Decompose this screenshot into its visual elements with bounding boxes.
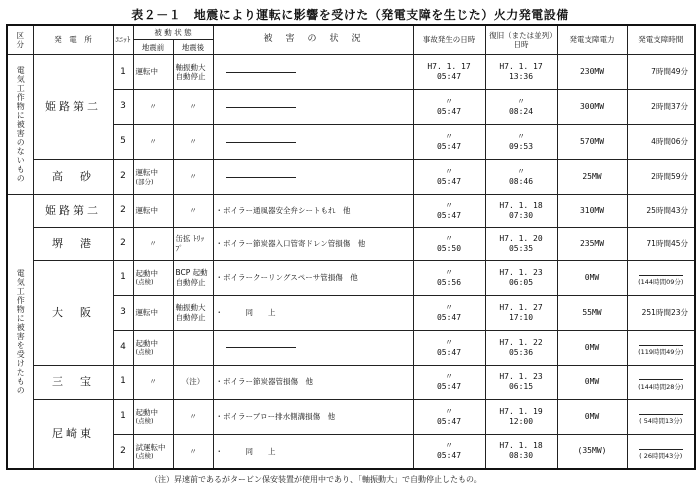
duration-value: (119時間49分) bbox=[627, 330, 695, 365]
duration-value: 251時間23分 bbox=[627, 295, 695, 330]
status-after: 軸振動大 自動停止 bbox=[173, 55, 213, 90]
page-title: 表２－１ 地震により運転に影響を受けた（発電支障を生じた）火力発電設備 bbox=[131, 8, 569, 22]
status-before: 試運転中 (点検) bbox=[133, 434, 173, 469]
header-plant: 発 電 所 bbox=[33, 25, 113, 55]
status-before: 起動中 (点検) bbox=[133, 399, 173, 434]
duration-value: 4時間06分 bbox=[627, 125, 695, 160]
plant-name: 堺 港 bbox=[33, 227, 113, 260]
restore-time: H7. 1. 23 06:05 bbox=[485, 260, 557, 295]
header-occurrence: 事故発生の日時 bbox=[413, 25, 485, 55]
occurrence-time: 〃 05:47 bbox=[413, 160, 485, 195]
status-after: 〃 bbox=[173, 195, 213, 228]
damage-desc bbox=[213, 330, 413, 365]
capacity-value: 235MW bbox=[557, 227, 627, 260]
damage-desc bbox=[213, 160, 413, 195]
status-after: BCP 起動 自動停止 bbox=[173, 260, 213, 295]
unit-number: 4 bbox=[113, 330, 133, 365]
unit-number: 1 bbox=[113, 399, 133, 434]
damage-desc bbox=[213, 125, 413, 160]
unit-number: 1 bbox=[113, 55, 133, 90]
occurrence-time: 〃 05:47 bbox=[413, 399, 485, 434]
occurrence-time: 〃 05:47 bbox=[413, 330, 485, 365]
damage-desc bbox=[213, 90, 413, 125]
plant-name: 三 宝 bbox=[33, 365, 113, 399]
occurrence-time: 〃 05:47 bbox=[413, 365, 485, 399]
status-after: 〃 bbox=[173, 90, 213, 125]
header-after: 地震後 bbox=[173, 40, 213, 55]
unit-number: 2 bbox=[113, 434, 133, 469]
capacity-value: 310MW bbox=[557, 195, 627, 228]
occurrence-time: 〃 05:56 bbox=[413, 260, 485, 295]
header-unit: ﾕﾆｯﾄ bbox=[113, 25, 133, 55]
duration-value: ( 26時間43分) bbox=[627, 434, 695, 469]
header-restore: 復旧（または並列）日時 bbox=[485, 25, 557, 55]
status-after bbox=[173, 330, 213, 365]
damage-desc: ・ 同 上 bbox=[213, 434, 413, 469]
restore-time: H7. 1. 18 07:30 bbox=[485, 195, 557, 228]
damage-desc: ・ボイラー節炭器入口管寄ドレン管損傷 他 bbox=[213, 227, 413, 260]
unit-number: 2 bbox=[113, 227, 133, 260]
header-duration: 発電支障時間 bbox=[627, 25, 695, 55]
unit-number: 3 bbox=[113, 295, 133, 330]
status-before: 運転中 bbox=[133, 55, 173, 90]
damage-desc: ・ 同 上 bbox=[213, 295, 413, 330]
occurrence-time: 〃 05:47 bbox=[413, 125, 485, 160]
duration-value: 7時間49分 bbox=[627, 55, 695, 90]
unit-number: 2 bbox=[113, 195, 133, 228]
duration-value: (144時間28分) bbox=[627, 365, 695, 399]
capacity-value: 55MW bbox=[557, 295, 627, 330]
capacity-value: 25MW bbox=[557, 160, 627, 195]
group-label-damaged: 電気工作物に被害を受けたもの bbox=[7, 195, 33, 469]
capacity-value: 570MW bbox=[557, 125, 627, 160]
damage-desc: ・ボイラークーリングスペーサ管損傷 他 bbox=[213, 260, 413, 295]
duration-value: 71時間45分 bbox=[627, 227, 695, 260]
status-before: 運転中 bbox=[133, 295, 173, 330]
capacity-value: 0MW bbox=[557, 399, 627, 434]
restore-time: H7. 1. 20 05:35 bbox=[485, 227, 557, 260]
duration-value: ( 54時間13分) bbox=[627, 399, 695, 434]
status-after: 〃 bbox=[173, 125, 213, 160]
restore-time: H7. 1. 23 06:15 bbox=[485, 365, 557, 399]
status-before: 起動中 (点検) bbox=[133, 260, 173, 295]
capacity-value: 0MW bbox=[557, 260, 627, 295]
status-before: 〃 bbox=[133, 90, 173, 125]
header-status: 被 動 状 態 bbox=[133, 25, 213, 40]
damage-desc bbox=[213, 55, 413, 90]
restore-time: H7. 1. 19 12:00 bbox=[485, 399, 557, 434]
status-before: 〃 bbox=[133, 365, 173, 399]
occurrence-time: H7. 1. 17 05:47 bbox=[413, 55, 485, 90]
restore-time: H7. 1. 27 17:10 bbox=[485, 295, 557, 330]
header-before: 地震前 bbox=[133, 40, 173, 55]
occurrence-time: 〃 05:47 bbox=[413, 434, 485, 469]
duration-value: (144時間09分) bbox=[627, 260, 695, 295]
status-after: 〃 bbox=[173, 399, 213, 434]
damage-desc: ・ボイラー通風器安全弁シートもれ 他 bbox=[213, 195, 413, 228]
capacity-value: 0MW bbox=[557, 365, 627, 399]
thermal-plant-table bbox=[6, 24, 696, 470]
status-before: 運転中 (部分) bbox=[133, 160, 173, 195]
duration-value: 25時間43分 bbox=[627, 195, 695, 228]
occurrence-time: 〃 05:47 bbox=[413, 195, 485, 228]
unit-number: 5 bbox=[113, 125, 133, 160]
plant-name: 尼崎東 bbox=[33, 399, 113, 469]
restore-time: 〃 09:53 bbox=[485, 125, 557, 160]
capacity-value: 300MW bbox=[557, 90, 627, 125]
status-after: 〃 bbox=[173, 160, 213, 195]
unit-number: 3 bbox=[113, 90, 133, 125]
occurrence-time: 〃 05:50 bbox=[413, 227, 485, 260]
status-after: 軸振動大 自動停止 bbox=[173, 295, 213, 330]
capacity-value: 230MW bbox=[557, 55, 627, 90]
header-capacity: 発電支障電力 bbox=[557, 25, 627, 55]
plant-name: 姫路第二 bbox=[33, 195, 113, 228]
occurrence-time: 〃 05:47 bbox=[413, 90, 485, 125]
plant-name: 大 阪 bbox=[33, 260, 113, 365]
restore-time: H7. 1. 18 08:30 bbox=[485, 434, 557, 469]
status-after: 〃 bbox=[173, 434, 213, 469]
restore-time: H7. 1. 22 05:36 bbox=[485, 330, 557, 365]
restore-time: H7. 1. 17 13:36 bbox=[485, 55, 557, 90]
group-label-no-damage: 電気工作物に被害のないもの bbox=[7, 55, 33, 195]
restore-time: 〃 08:46 bbox=[485, 160, 557, 195]
unit-number: 2 bbox=[113, 160, 133, 195]
unit-number: 1 bbox=[113, 365, 133, 399]
status-before: 運転中 bbox=[133, 195, 173, 228]
status-before: 〃 bbox=[133, 125, 173, 160]
status-before: 起動中 (点検) bbox=[133, 330, 173, 365]
plant-name: 高 砂 bbox=[33, 160, 113, 195]
status-after: （注） bbox=[173, 365, 213, 399]
status-before: 〃 bbox=[133, 227, 173, 260]
duration-value: 2時間37分 bbox=[627, 90, 695, 125]
duration-value: 2時間59分 bbox=[627, 160, 695, 195]
unit-number: 1 bbox=[113, 260, 133, 295]
occurrence-time: 〃 05:47 bbox=[413, 295, 485, 330]
footnote: （注）昇速前であるがタービン保安装置が使用中であり、「軸振動大」で自動停止したもの。 bbox=[150, 475, 482, 484]
status-after: 缶拡 ﾄﾘｯﾌﾟ bbox=[173, 227, 213, 260]
restore-time: 〃 08:24 bbox=[485, 90, 557, 125]
damage-desc: ・ボイラーブロー排水側溝損傷 他 bbox=[213, 399, 413, 434]
damage-desc: ・ボイラー節炭器管損傷 他 bbox=[213, 365, 413, 399]
header-damage: 被 害 の 状 況 bbox=[213, 25, 413, 55]
plant-name: 姫路第二 bbox=[33, 55, 113, 160]
capacity-value: (35MW) bbox=[557, 434, 627, 469]
capacity-value: 0MW bbox=[557, 330, 627, 365]
header-category: 区 分 bbox=[7, 25, 33, 55]
